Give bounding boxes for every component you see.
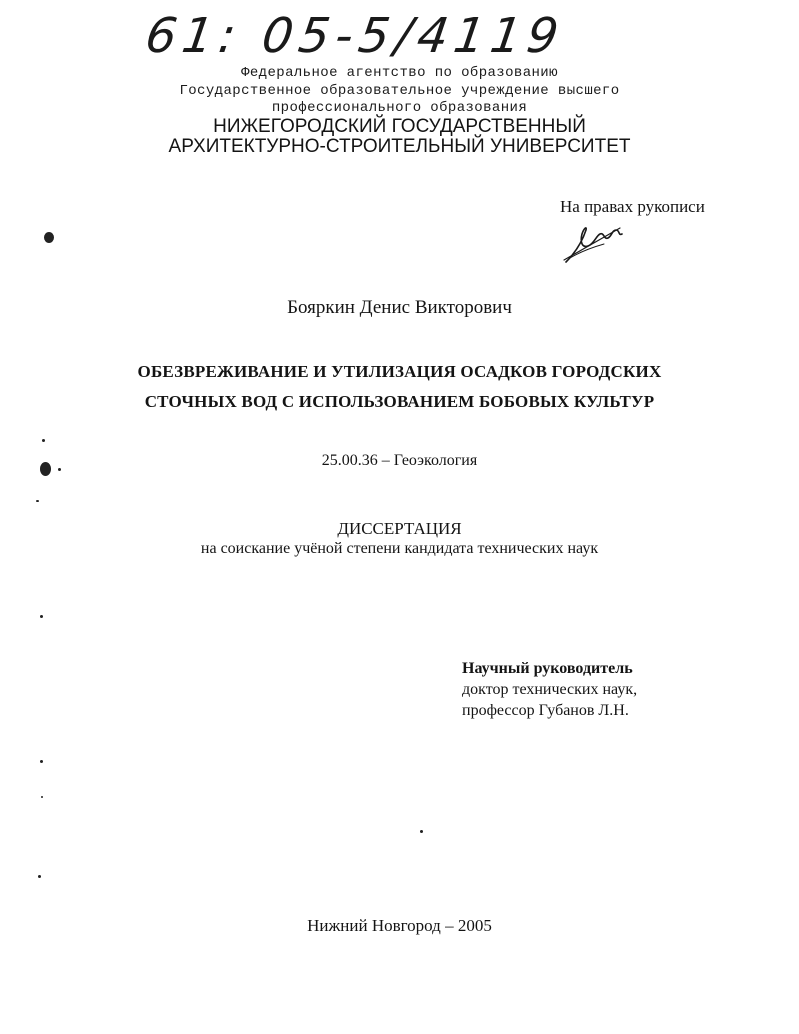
supervisor-heading: Научный руководитель: [462, 660, 633, 677]
scan-speck: [420, 830, 423, 833]
author-name: Бояркин Денис Викторович: [287, 297, 512, 318]
signature-icon: [560, 218, 630, 266]
document-purpose: на соискание учёной степени кандидата технических наук: [200, 540, 599, 557]
rights-note: На правах рукописи: [560, 197, 705, 216]
scan-speck: [58, 468, 61, 471]
scan-speck: [36, 500, 39, 502]
scan-speck: [40, 462, 51, 476]
university-name-line-1: НИЖЕГОРОДСКИЙ ГОСУДАРСТВЕННЫЙ: [213, 116, 586, 137]
supervisor-name: профессор Губанов Л.Н.: [462, 702, 629, 719]
scan-speck: [40, 760, 43, 763]
scan-speck: [42, 439, 45, 442]
city-year: Нижний Новгород – 2005: [307, 916, 492, 935]
dissertation-title-line-1: ОБЕЗВРЕЖИВАНИЕ И УТИЛИЗАЦИЯ ОСАДКОВ ГОРОДСКИХ: [137, 362, 662, 381]
supervisor-block: [462, 658, 637, 721]
agency-line-1: Федеральное агентство по образованию: [241, 65, 558, 81]
supervisor-degree: доктор технических наук,: [462, 681, 638, 698]
document-type: ДИССЕРТАЦИЯ: [337, 519, 462, 538]
scan-speck: [40, 615, 43, 618]
scan-speck: [44, 232, 54, 243]
specialty-code: 25.00.36 – Геоэкология: [321, 452, 478, 469]
handwritten-archive-number: [142, 8, 568, 70]
university-name-line-2: АРХИТЕКТУРНО-СТРОИТЕЛЬНЫЙ УНИВЕРСИТЕТ: [168, 136, 631, 157]
handwritten-archive-number-text: 61: 05-5/4119: [142, 8, 568, 64]
scan-speck: [41, 796, 43, 798]
scan-speck: [38, 875, 41, 878]
agency-line-3: профессионального образования: [271, 100, 528, 116]
agency-line-2: Государственное образовательное учреждение высшего: [179, 83, 620, 99]
dissertation-title-line-2: СТОЧНЫХ ВОД С ИСПОЛЬЗОВАНИЕМ БОБОВЫХ КУЛЬТУР: [144, 392, 655, 411]
